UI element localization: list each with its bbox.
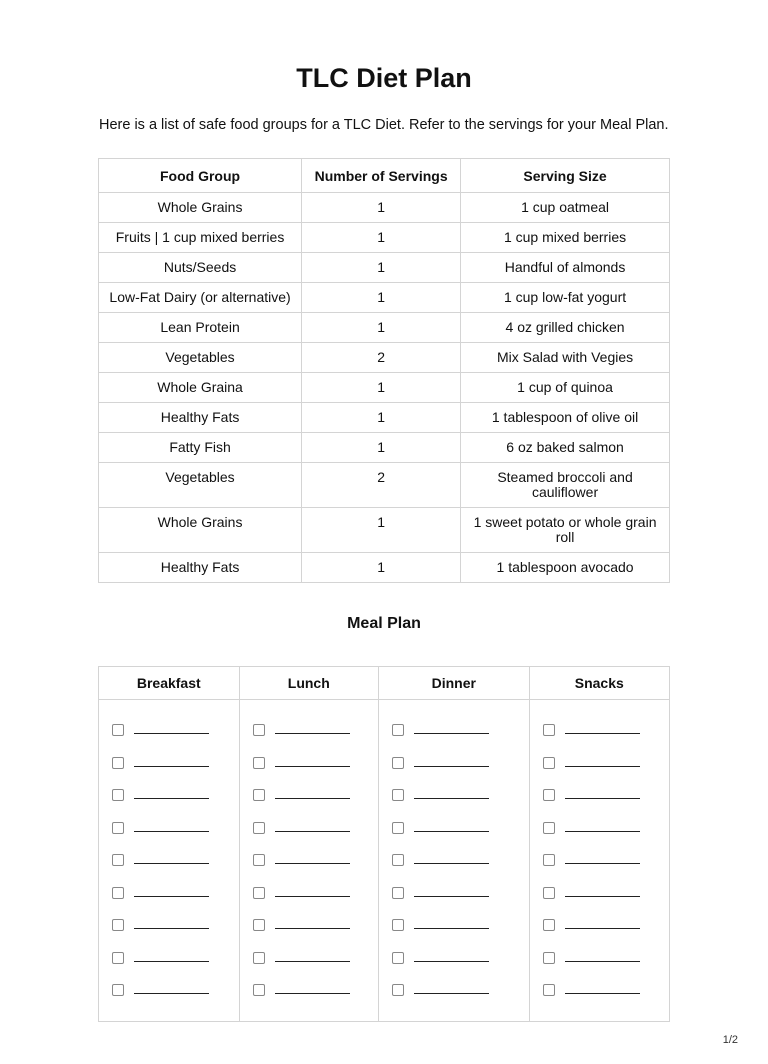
servings-cell: 1 [302, 433, 461, 463]
meal-checkbox[interactable] [543, 822, 555, 834]
serving-size-cell: Mix Salad with Vegies [461, 343, 670, 373]
meal-slot [253, 886, 379, 919]
meal-checkbox[interactable] [253, 919, 265, 931]
meal-write-in-line[interactable] [565, 896, 640, 897]
meal-write-in-line[interactable] [134, 798, 209, 799]
meal-slot [392, 788, 528, 821]
meal-checkbox[interactable] [392, 952, 404, 964]
meal-checkbox[interactable] [253, 984, 265, 996]
meal-slot [112, 886, 239, 919]
serving-size-cell: 1 cup mixed berries [461, 223, 670, 253]
table-row [99, 433, 670, 463]
meal-slot [253, 788, 379, 821]
meal-checkbox[interactable] [543, 919, 555, 931]
meal-checkbox[interactable] [112, 757, 124, 769]
meal-slot [253, 821, 379, 854]
header-serving-size: Serving Size [461, 159, 670, 193]
meal-write-in-line[interactable] [134, 961, 209, 962]
food-group-cell: Vegetables [99, 343, 302, 373]
food-group-cell: Whole Graina [99, 373, 302, 403]
meal-plan-grid [98, 666, 670, 1022]
meal-checkbox[interactable] [253, 789, 265, 801]
meal-checkbox[interactable] [112, 919, 124, 931]
meal-checkbox[interactable] [112, 984, 124, 996]
meal-plan-title: Meal Plan [347, 615, 421, 632]
table-header-row [99, 159, 670, 193]
servings-cell: 1 [302, 283, 461, 313]
food-group-cell: Healthy Fats [99, 403, 302, 433]
serving-size-cell: 1 cup low-fat yogurt [461, 283, 670, 313]
intro-text: Here is a list of safe food groups for a TLC Diet. Refer to the servings for your Meal Plan. [99, 117, 669, 133]
meal-write-in-line[interactable] [565, 863, 640, 864]
meal-column-snacks [530, 667, 670, 1021]
servings-cell: 2 [302, 463, 461, 508]
meal-write-in-line[interactable] [134, 766, 209, 767]
meal-header-dinner: Dinner [379, 667, 528, 700]
meal-write-in-line[interactable] [275, 831, 350, 832]
meal-slot [543, 951, 670, 984]
meal-slots [379, 700, 528, 1016]
serving-size-cell: Handful of almonds [461, 253, 670, 283]
meal-slot [392, 756, 528, 789]
serving-size-cell: 1 sweet potato or whole grain roll [461, 508, 670, 553]
meal-write-in-line[interactable] [414, 766, 489, 767]
meal-write-in-line[interactable] [275, 961, 350, 962]
food-group-cell: Healthy Fats [99, 553, 302, 583]
meal-write-in-line[interactable] [414, 863, 489, 864]
meal-write-in-line[interactable] [275, 766, 350, 767]
meal-checkbox[interactable] [392, 724, 404, 736]
food-group-cell: Fatty Fish [99, 433, 302, 463]
meal-checkbox[interactable] [543, 887, 555, 899]
header-food-group: Food Group [99, 159, 302, 193]
meal-write-in-line[interactable] [414, 961, 489, 962]
meal-slot [543, 756, 670, 789]
meal-slot [543, 788, 670, 821]
meal-checkbox[interactable] [253, 887, 265, 899]
servings-cell: 1 [302, 373, 461, 403]
table-row [99, 253, 670, 283]
serving-size-cell: 6 oz baked salmon [461, 433, 670, 463]
meal-checkbox[interactable] [543, 854, 555, 866]
table-row [99, 313, 670, 343]
meal-write-in-line[interactable] [134, 863, 209, 864]
meal-slot [543, 853, 670, 886]
servings-cell: 1 [302, 553, 461, 583]
meal-write-in-line[interactable] [565, 831, 640, 832]
table-row [99, 343, 670, 373]
servings-cell: 1 [302, 403, 461, 433]
meal-checkbox[interactable] [253, 952, 265, 964]
meal-write-in-line[interactable] [565, 928, 640, 929]
meal-write-in-line[interactable] [134, 733, 209, 734]
serving-size-cell: 1 cup oatmeal [461, 193, 670, 223]
food-group-cell: Lean Protein [99, 313, 302, 343]
meal-write-in-line[interactable] [134, 896, 209, 897]
meal-checkbox[interactable] [112, 952, 124, 964]
meal-checkbox[interactable] [543, 724, 555, 736]
meal-checkbox[interactable] [253, 724, 265, 736]
meal-write-in-line[interactable] [565, 766, 640, 767]
meal-slot [253, 756, 379, 789]
meal-checkbox[interactable] [112, 822, 124, 834]
meal-column-breakfast [99, 667, 240, 1021]
meal-write-in-line[interactable] [275, 928, 350, 929]
table-row [99, 403, 670, 433]
meal-checkbox[interactable] [112, 789, 124, 801]
food-group-table [98, 158, 670, 583]
meal-slot [112, 723, 239, 756]
table-row [99, 193, 670, 223]
servings-cell: 1 [302, 193, 461, 223]
table-row [99, 463, 670, 508]
food-group-cell: Vegetables [99, 463, 302, 508]
food-group-cell: Nuts/Seeds [99, 253, 302, 283]
table-row [99, 373, 670, 403]
meal-checkbox[interactable] [543, 757, 555, 769]
page-number: 1/2 [722, 1034, 738, 1046]
meal-write-in-line[interactable] [414, 928, 489, 929]
meal-slot [543, 723, 670, 756]
meal-slot [253, 983, 379, 1016]
header-number-of-servings: Number of Servings [302, 159, 461, 193]
table-row [99, 283, 670, 313]
meal-write-in-line[interactable] [565, 961, 640, 962]
meal-checkbox[interactable] [392, 822, 404, 834]
meal-slot [112, 918, 239, 951]
meal-write-in-line[interactable] [134, 993, 209, 994]
meal-slot [543, 983, 670, 1016]
meal-checkbox[interactable] [543, 789, 555, 801]
servings-cell: 1 [302, 313, 461, 343]
meal-column-dinner [379, 667, 529, 1021]
meal-column-lunch [240, 667, 380, 1021]
meal-write-in-line[interactable] [414, 896, 489, 897]
meal-checkbox[interactable] [392, 984, 404, 996]
meal-checkbox[interactable] [392, 919, 404, 931]
meal-checkbox[interactable] [253, 757, 265, 769]
meal-slot [392, 886, 528, 919]
table-row [99, 508, 670, 553]
meal-slot [112, 756, 239, 789]
meal-header-breakfast: Breakfast [99, 667, 239, 700]
food-group-cell: Low-Fat Dairy (or alternative) [99, 283, 302, 313]
meal-checkbox[interactable] [392, 854, 404, 866]
meal-write-in-line[interactable] [134, 831, 209, 832]
meal-write-in-line[interactable] [565, 993, 640, 994]
serving-size-cell: 1 tablespoon avocado [461, 553, 670, 583]
meal-header-lunch: Lunch [240, 667, 379, 700]
meal-write-in-line[interactable] [414, 993, 489, 994]
meal-write-in-line[interactable] [275, 733, 350, 734]
meal-write-in-line[interactable] [565, 798, 640, 799]
meal-write-in-line[interactable] [414, 733, 489, 734]
meal-slots [240, 700, 379, 1016]
meal-slot [543, 918, 670, 951]
meal-write-in-line[interactable] [134, 928, 209, 929]
meal-write-in-line[interactable] [275, 896, 350, 897]
meal-slots [530, 700, 670, 1016]
meal-checkbox[interactable] [392, 789, 404, 801]
meal-write-in-line[interactable] [275, 993, 350, 994]
meal-slot [392, 951, 528, 984]
meal-slot [112, 821, 239, 854]
meal-checkbox[interactable] [112, 854, 124, 866]
food-group-cell: Whole Grains [99, 508, 302, 553]
meal-slot [112, 983, 239, 1016]
meal-slot [543, 821, 670, 854]
meal-write-in-line[interactable] [275, 863, 350, 864]
meal-checkbox[interactable] [543, 984, 555, 996]
meal-write-in-line[interactable] [414, 831, 489, 832]
servings-cell: 2 [302, 343, 461, 373]
meal-checkbox[interactable] [543, 952, 555, 964]
food-group-cell: Fruits | 1 cup mixed berries [99, 223, 302, 253]
food-group-cell: Whole Grains [99, 193, 302, 223]
page-title: TLC Diet Plan [296, 63, 472, 93]
serving-size-cell: 1 tablespoon of olive oil [461, 403, 670, 433]
meal-slot [253, 918, 379, 951]
table-row [99, 553, 670, 583]
meal-slot [392, 918, 528, 951]
meal-checkbox[interactable] [112, 887, 124, 899]
servings-cell: 1 [302, 253, 461, 283]
meal-checkbox[interactable] [392, 757, 404, 769]
servings-cell: 1 [302, 508, 461, 553]
meal-write-in-line[interactable] [565, 733, 640, 734]
meal-checkbox[interactable] [392, 887, 404, 899]
serving-size-cell: 1 cup of quinoa [461, 373, 670, 403]
servings-cell: 1 [302, 223, 461, 253]
meal-slot [392, 723, 528, 756]
meal-slot [392, 853, 528, 886]
meal-checkbox[interactable] [112, 724, 124, 736]
meal-checkbox[interactable] [253, 854, 265, 866]
meal-slot [112, 788, 239, 821]
meal-slot [253, 853, 379, 886]
meal-slot [543, 886, 670, 919]
serving-size-cell: Steamed broccoli and cauliflower [461, 463, 670, 508]
serving-size-cell: 4 oz grilled chicken [461, 313, 670, 343]
meal-slot [392, 821, 528, 854]
meal-write-in-line[interactable] [414, 798, 489, 799]
meal-slot [253, 723, 379, 756]
meal-slot [253, 951, 379, 984]
meal-slot [112, 951, 239, 984]
meal-header-snacks: Snacks [530, 667, 670, 700]
meal-write-in-line[interactable] [275, 798, 350, 799]
meal-slot [392, 983, 528, 1016]
meal-slots [99, 700, 239, 1016]
meal-checkbox[interactable] [253, 822, 265, 834]
table-row [99, 223, 670, 253]
meal-slot [112, 853, 239, 886]
